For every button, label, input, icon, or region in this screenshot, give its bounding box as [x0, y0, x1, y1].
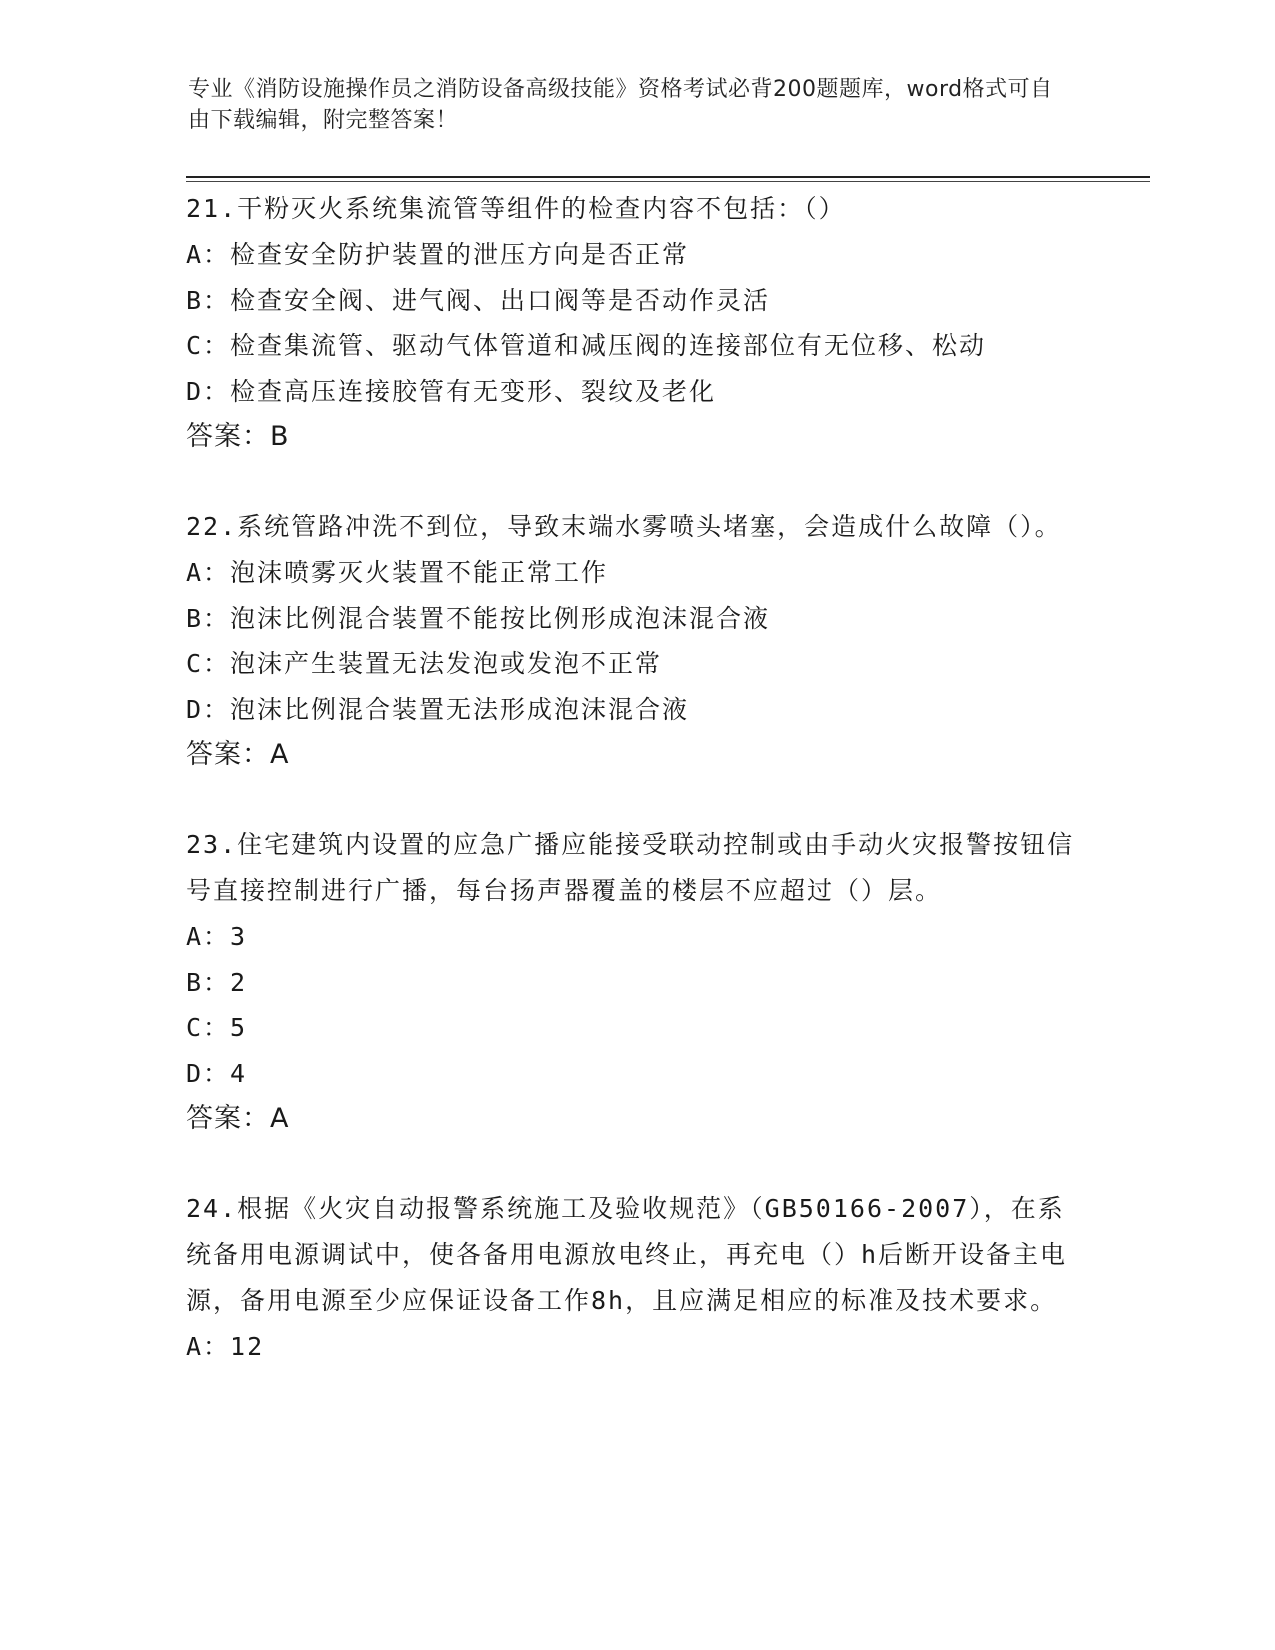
- option-c: C：5: [186, 1013, 248, 1042]
- question-text: 21.干粉灭火系统集流管等组件的检查内容不包括：（）: [186, 194, 846, 223]
- option-a: A：泡沫喷雾灭火装置不能正常工作: [186, 558, 609, 587]
- header-divider-thick: [186, 176, 1150, 178]
- header-divider-thin: [186, 181, 1150, 182]
- option-d: D：检查高压连接胶管有无变形、裂纹及老化: [186, 376, 717, 406]
- header-note: 专业《消防设施操作员之消防设备高级技能》资格考试必背200题题库，word格式可自由下载编辑，附完整答案！: [188, 77, 1053, 133]
- option-c: C：泡沫产生装置无法发泡或发泡不正常: [186, 649, 663, 678]
- question-text: 22.系统管路冲洗不到位，导致末端水雾喷头堵塞，会造成什么故障（）。: [186, 512, 1062, 541]
- option-b: B：2: [186, 967, 248, 997]
- option-d: D：4: [186, 1058, 248, 1088]
- option-d: D：泡沫比例混合装置无法形成泡沫混合液: [186, 694, 690, 724]
- question-24: [186, 1186, 1086, 1370]
- question-list: [186, 186, 1086, 1414]
- question-text: 24.根据《火灾自动报警系统施工及验收规范》（GB50166-2007），在系统备用电源调试中，使各备用电源放电终止，再充电（）h后断开设备主电源，备用电源至少应保证设备工作8h，且应满足相应的标准及技术要求。: [186, 1194, 1068, 1315]
- option-a: A：3: [186, 922, 248, 951]
- option-b: B：检查安全阀、进气阀、出口阀等是否动作灵活: [186, 285, 771, 315]
- option-c: C：检查集流管、驱动气体管道和减压阀的连接部位有无位移、松动: [186, 331, 987, 360]
- question-23: [186, 822, 1086, 1142]
- question-22: [186, 504, 1086, 778]
- option-a: A：12: [186, 1332, 265, 1361]
- answer: 答案：A: [186, 1103, 290, 1134]
- question-text: 23.住宅建筑内设置的应急广播应能接受联动控制或由手动火灾报警按钮信号直接控制进行广播，每台扬声器覆盖的楼层不应超过（）层。: [186, 830, 1075, 905]
- answer: 答案：B: [186, 421, 290, 452]
- answer: 答案：A: [186, 739, 290, 770]
- option-a: A：检查安全防护装置的泄压方向是否正常: [186, 240, 690, 269]
- option-b: B：泡沫比例混合装置不能按比例形成泡沫混合液: [186, 603, 771, 633]
- question-21: [186, 186, 1086, 460]
